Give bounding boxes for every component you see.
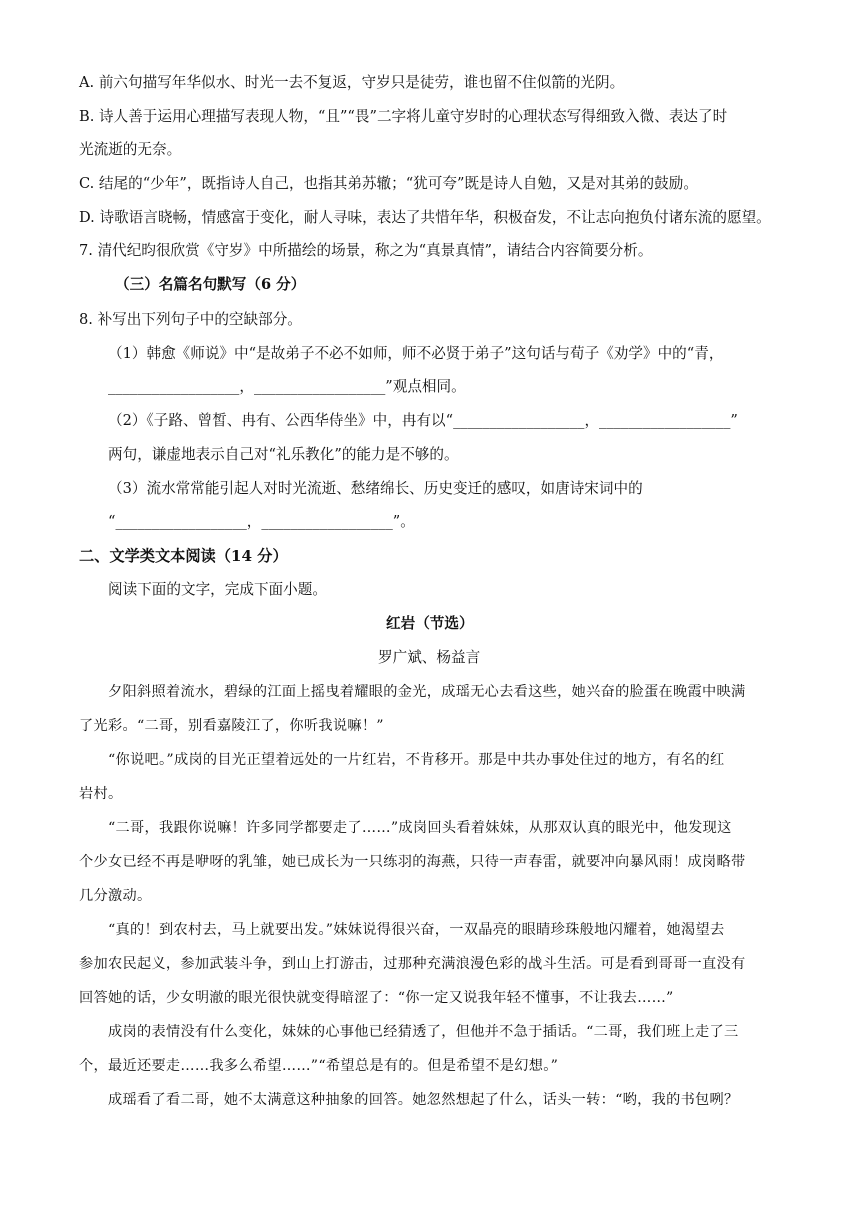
q8-part3-line2: “__________________，__________________”。 [108,513,415,530]
q8-part1-line1: （1）韩愈《师说》中“是故弟子不必不如师，师不必贤于弟子”这句话与荀子《劝学》中的“青， [108,345,724,362]
passage-line: 个，最近还要走……我多么希望……”“希望总是有的。但是希望不是幻想。” [79,1058,559,1074]
q6-option-d: D. 诗歌语言晓畅，情感富于变化，耐人寻味，表达了共惜年华，积极奋发，不让志向抱负付诸东流的愿望。 [79,209,771,226]
passage-line: “真的！到农村去，马上就要出发。”妹妹说得很兴奋，一双晶亮的眼睛珍珠般地闪耀着，她渴望去 [108,922,725,938]
passage-line: 个少女已经不再是咿呀的乳雏，她已成长为一只练羽的海燕，只待一声春雷，就要冲向暴风雨！成岗略带 [79,854,746,870]
passage-line: 参加农民起义，参加武装斗争，到山上打游击，过那种充满浪漫色彩的战斗生活。可是看到哥哥一直没有 [79,956,746,972]
q6-option-b-line1: B. 诗人善于运用心理描写表现人物，“且”“畏”二字将儿童守岁时的心理状态写得细致入微、表达了时 [79,108,728,125]
q8-part1-line2: __________________，__________________”观点相同。 [108,378,466,395]
passage-line: 成岗的表情没有什么变化，妹妹的心事他已经猜透了，但他并不急于插话。“二哥，我们班上走了三 [108,1024,739,1040]
question-8-stem: 8. 补写出下列句子中的空缺部分。 [79,311,302,328]
passage-line: “你说吧。”成岗的目光正望着远处的一片红岩，不肯移开。那是中共办事处住过的地方，有名的红 [108,752,725,768]
q8-part3-line1: （3）流水常常能引起人对时光流逝、愁绪绵长、历史变迁的感叹，如唐诗宋词中的 [108,480,643,497]
q8-part2-line1: （2）《子路、曾皙、冉有、公西华侍坐》中，冉有以“__________________，__________________” [108,412,738,429]
article-title: 红岩（节选） [386,615,474,632]
passage-line: 成瑶看了看二哥，她不太满意这种抽象的回答。她忽然想起了什么，话头一转：“哟，我的书包咧？ [108,1092,739,1108]
passage-line: 回答她的话，少女明澈的眼光很快就变得暗涩了：“你一定又说我年轻不懂事，不让我去……” [79,990,674,1006]
q6-option-a: A. 前六句描写年华似水、时光一去不复返，守岁只是徒劳，谁也留不住似箭的光阴。 [79,74,625,91]
passage-line: 岩村。 [79,786,123,802]
reading-instruction: 阅读下面的文字，完成下面小题。 [108,581,327,598]
q6-option-b-line2: 光流逝的无奈。 [79,141,182,158]
section-3-heading: （三）名篇名句默写（6 分） [115,276,306,293]
q8-part2-line2: 两句，谦虚地表示自己对“礼乐教化”的能力是不够的。 [108,446,459,463]
passage-line: 几分激动。 [79,888,152,904]
passage-line: 夕阳斜照着流水，碧绿的江面上摇曳着耀眼的金光，成瑶无心去看这些，她兴奋的脸蛋在晚霞中映满 [108,684,746,700]
q6-option-c: C. 结尾的“少年”，既指诗人自己，也指其弟苏辙；“犹可夸”既是诗人自勉，又是对其弟的鼓励。 [79,175,698,192]
passage-line: 了光彩。“二哥，别看嘉陵江了，你听我说嘛！” [79,718,384,734]
question-7: 7. 清代纪昀很欣赏《守岁》中所描绘的场景，称之为“真景真情”，请结合内容简要分析。 [79,242,653,259]
article-authors: 罗广斌、杨益言 [378,649,481,666]
section-2-heading: 二、文学类文本阅读（14 分） [79,547,288,565]
passage-line: “二哥，我跟你说嘛！许多同学都要走了……”成岗回头看着妹妹，从那双认真的眼光中，他发现这 [108,820,732,836]
